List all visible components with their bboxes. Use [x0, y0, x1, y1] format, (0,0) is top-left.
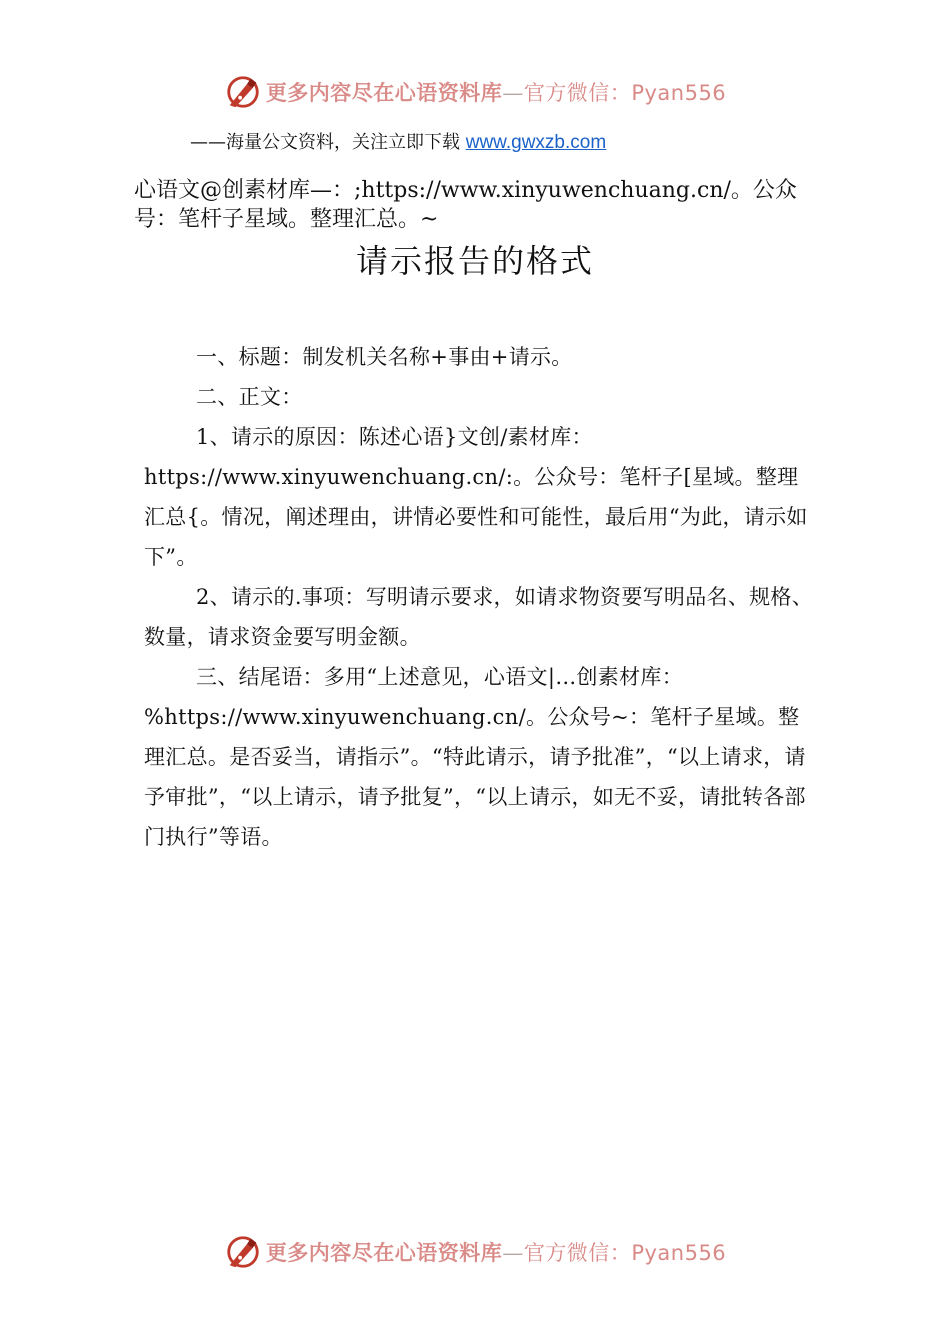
paragraph-matters: 2、请示的.事项：写明请示要求，如请求物资要写明品名、规格、数量，请求资金要写明金额。: [144, 585, 814, 649]
footer-banner-text: [266, 1237, 726, 1267]
banner-text: [266, 77, 726, 107]
paragraph-closing: 三、结尾语：多用“上述意见，心语文|…创素材库：%https://www.xinyuwenchuang.cn/。公众号~：笔杆子星域。整理汇总。是否妥当，请指示”。“特此请示，请予批准”，“以上请求，请予审批”，“以上请示，请予批复”，“以上请示，如无不妥，请批转各部门执行”等语。: [144, 665, 806, 849]
pen-nib-logo-icon: [224, 1233, 262, 1271]
paragraph-title-section: 一、标题：制发机关名称+事由+请示。: [196, 345, 573, 369]
subbanner-link[interactable]: www.gwxzb.com: [465, 132, 607, 153]
document-title: 请示报告的格式: [355, 242, 594, 280]
footer-banner: [0, 1230, 950, 1274]
footer-banner-separator: —: [502, 1241, 524, 1265]
banner-main-text: 更多内容尽在心语资料库: [265, 80, 503, 105]
footer-banner-wechat-id: Pyan556: [631, 1241, 727, 1265]
subbanner: [190, 128, 606, 154]
banner-wechat-label: 官方微信：: [523, 81, 632, 105]
banner-wechat-id: Pyan556: [631, 81, 727, 105]
footer-banner-main-text: 更多内容尽在心语资料库: [265, 1240, 503, 1265]
paragraph-reason: 1、请示的原因：陈述心语}文创/素材库：https://www.xinyuwenchuang.cn/:。公众号：笔杆子[星域。整理汇总{。情况，阐述理由，讲情必要性和可能性，最后用“为此，请示如下”。: [144, 425, 808, 569]
subbanner-text: ——海量公文资料，关注立即下载: [190, 132, 466, 153]
pen-nib-logo-icon: [224, 73, 262, 111]
document-body: [144, 337, 814, 857]
footer-banner-wechat-label: 官方微信：: [523, 1241, 632, 1265]
header-banner: [0, 70, 950, 114]
banner-separator: —: [502, 81, 524, 105]
paragraph-body-heading: 二、正文：: [196, 385, 303, 409]
top-note: 心语文@创素材库—：;https://www.xinyuwenchuang.cn/。公众号：笔杆子星域。整理汇总。~: [134, 178, 797, 232]
